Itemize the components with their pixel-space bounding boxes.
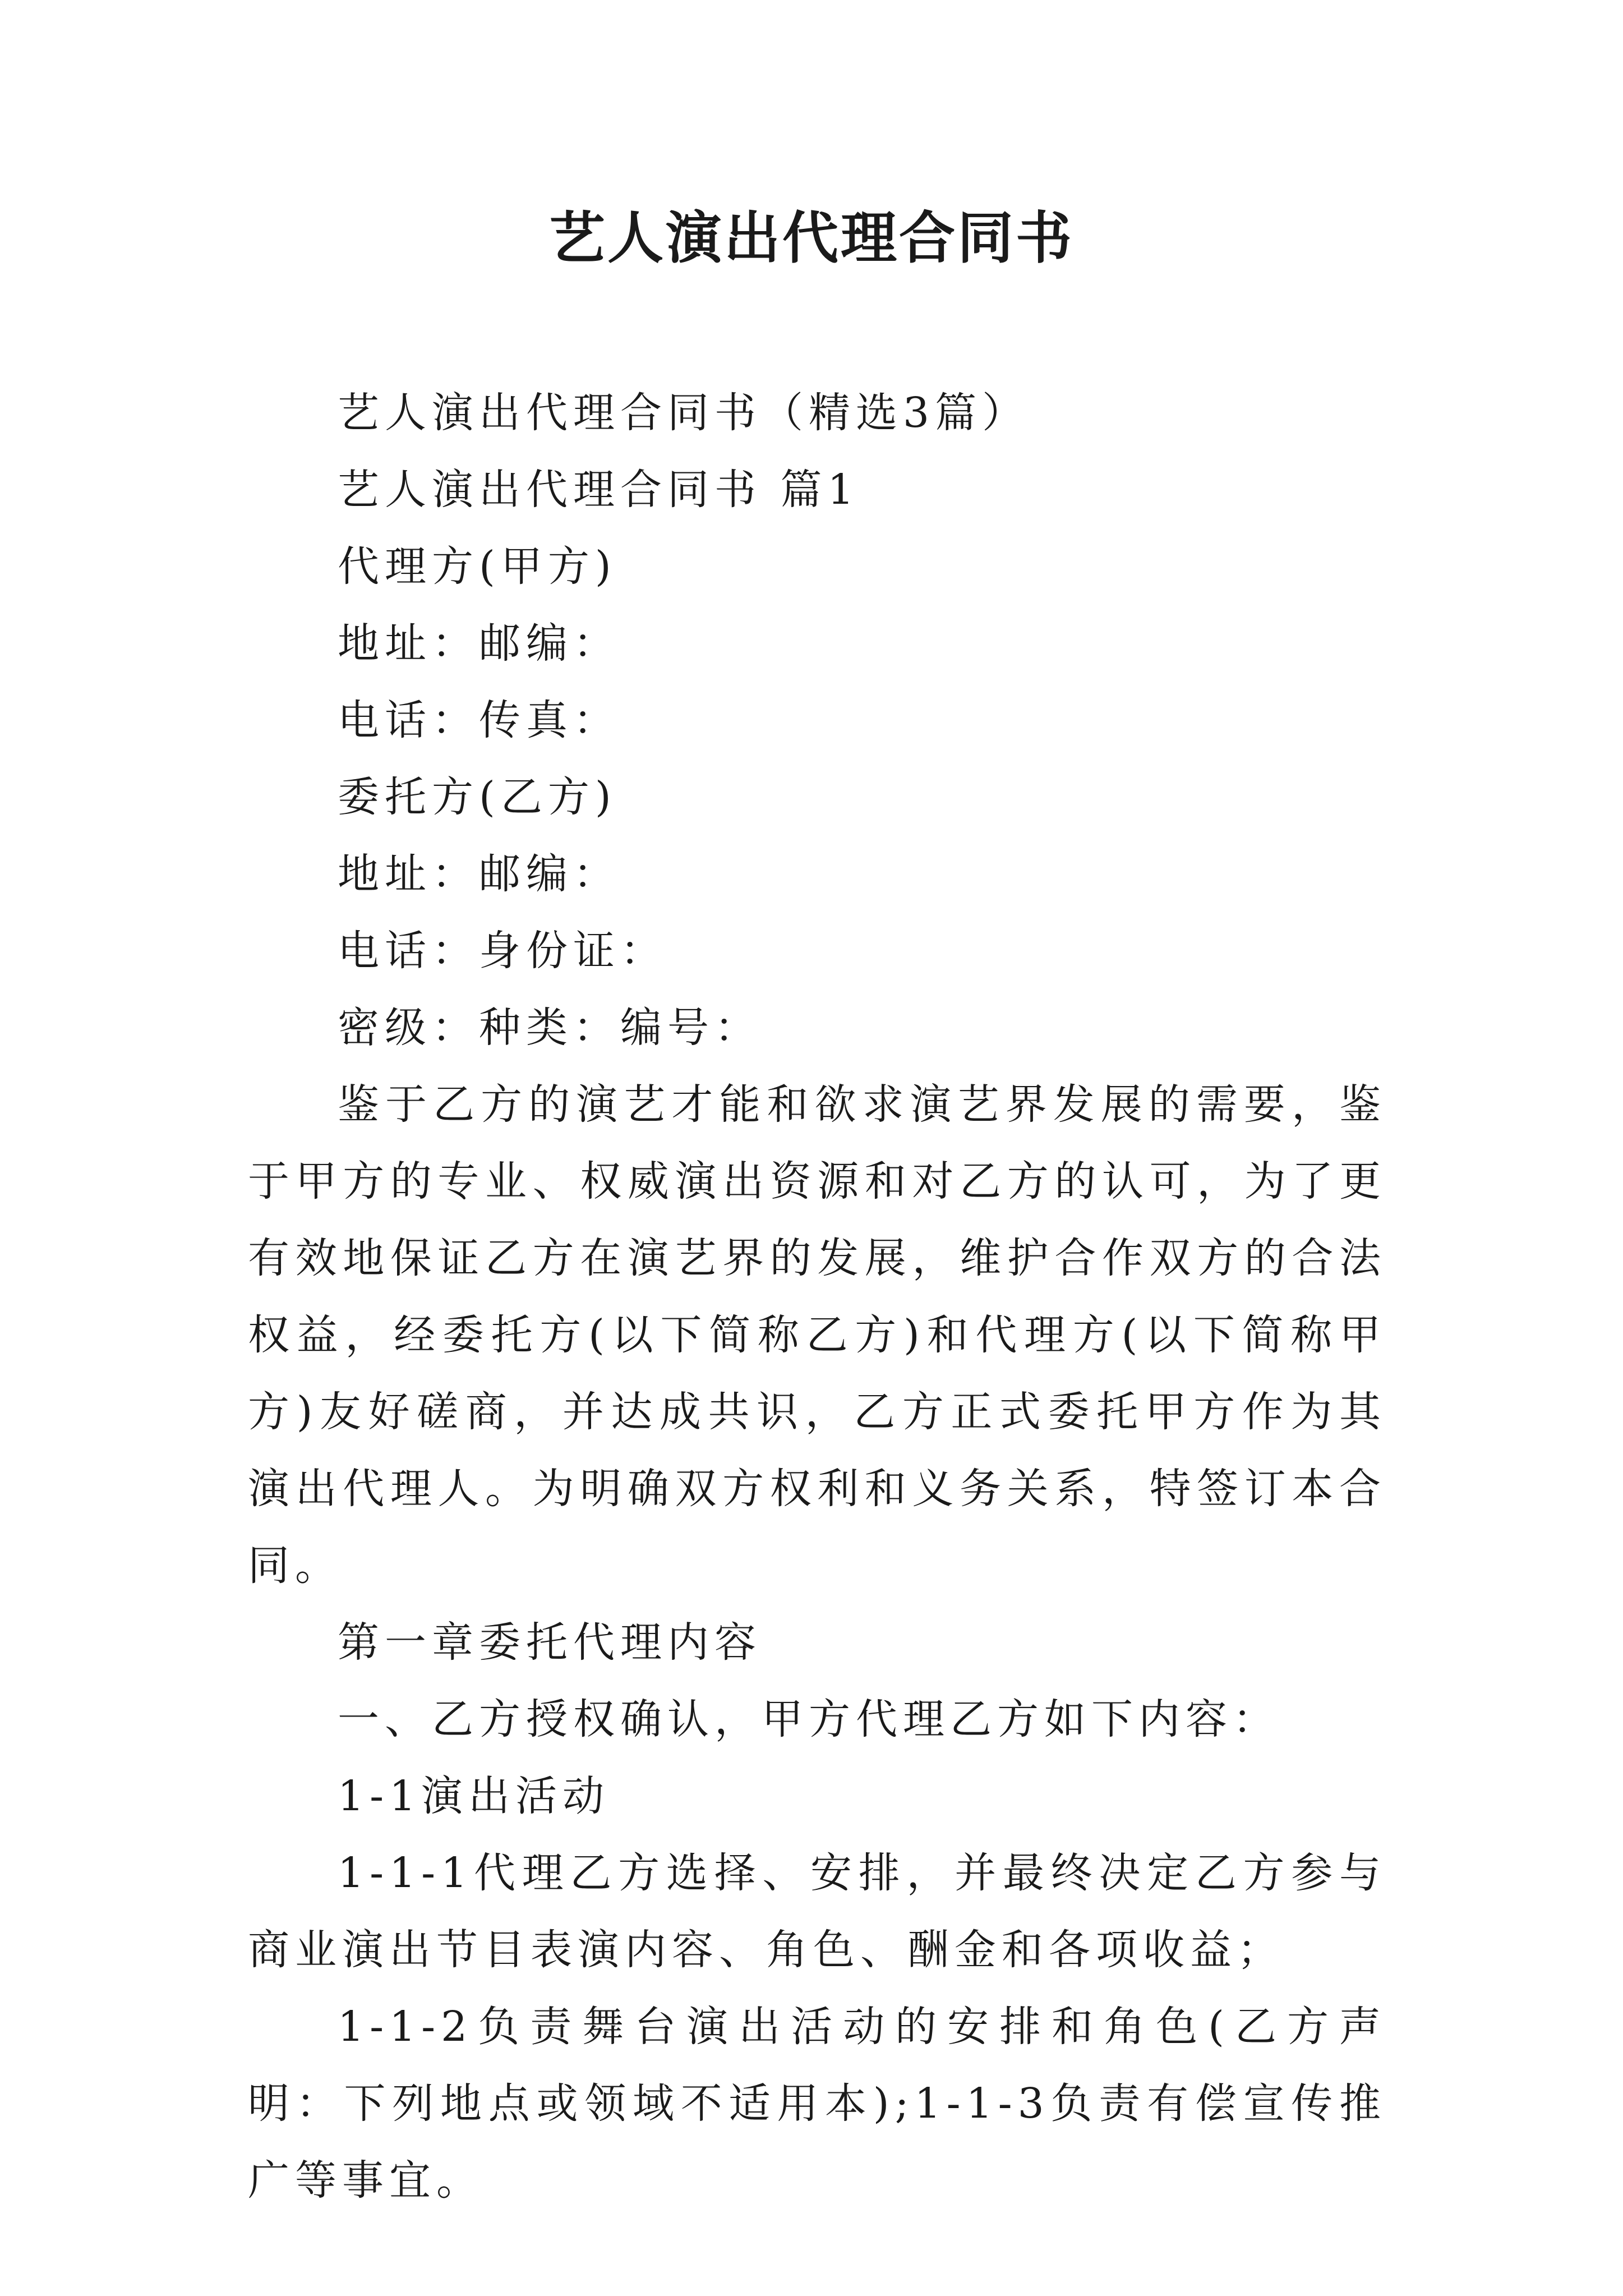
- paragraph-subtitle: 艺人演出代理合同书（精选3篇）: [338, 389, 1030, 437]
- document-body: [248, 375, 1386, 2219]
- paragraph-clause-1-1-2: 1-1-2负责舞台演出活动的安排和角色(乙方声明：下列地点或领域不适用本);1-1-3负责有偿宣传推广等事宜。: [248, 2003, 1386, 2205]
- paragraph-clause-1-1: 1-1演出活动: [338, 1772, 610, 1820]
- paragraph-party-a-phone: 电话：传真：: [338, 696, 620, 744]
- paragraph-party-b-address: 地址：邮编：: [338, 850, 620, 898]
- paragraph-clause-1: 一、乙方授权确认，甲方代理乙方如下内容：: [338, 1695, 1280, 1743]
- paragraph-clause-1-1-1: 1-1-1代理乙方选择、安排，并最终决定乙方参与商业演出节目表演内容、角色、酬金和各项收益；: [248, 1849, 1386, 1974]
- paragraph-party-b: 委托方(乙方): [338, 773, 617, 821]
- paragraph-party-b-phone: 电话：身份证：: [338, 927, 667, 975]
- paragraph-preamble: 鉴于乙方的演艺才能和欲求演艺界发展的需要，鉴于甲方的专业、权威演出资源和对乙方的认可，为了更有效地保证乙方在演艺界的发展，维护合作双方的合法权益，经委托方(以下简称乙方)和代理方(以下简称甲方)友好磋商，并达成共识，乙方正式委托甲方作为其演出代理人。为明确双方权利和义务关系，特签订本合同。: [248, 1080, 1386, 1590]
- document-title: 艺人演出代理合同书: [549, 205, 1074, 271]
- paragraph-chapter-1: 第一章委托代理内容: [338, 1618, 762, 1667]
- paragraph-classification: 密级：种类：编号：: [338, 1004, 762, 1052]
- paragraph-party-a: 代理方(甲方): [338, 542, 617, 591]
- paragraph-party-a-address: 地址：邮编：: [338, 619, 620, 668]
- paragraph-section-heading: 艺人演出代理合同书 篇1: [338, 466, 860, 514]
